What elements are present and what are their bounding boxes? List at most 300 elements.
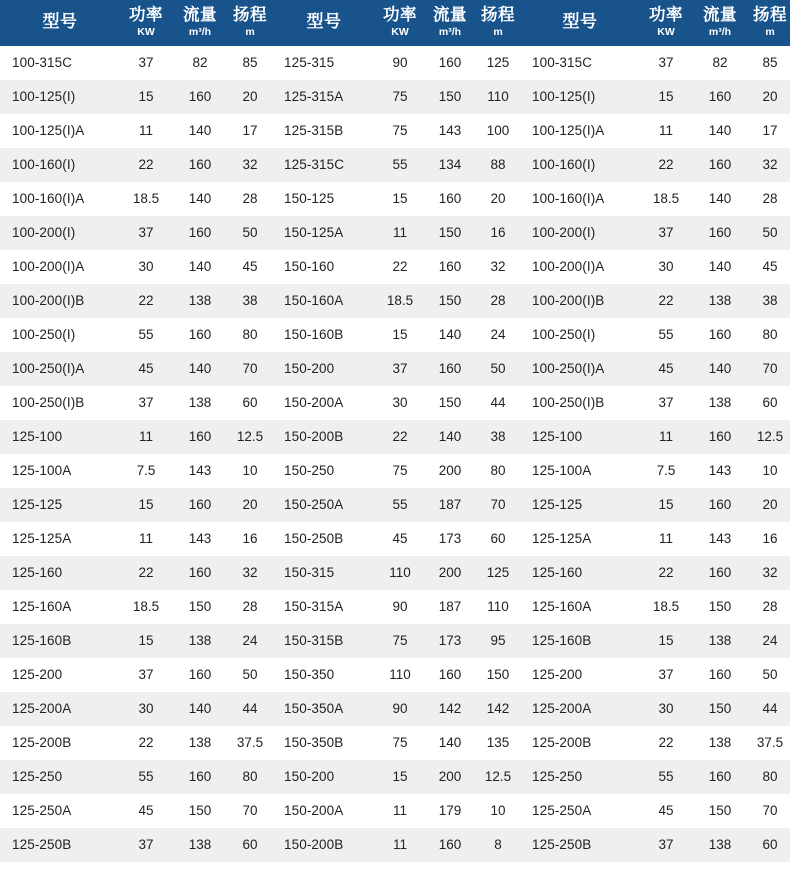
table-row (520, 692, 790, 726)
cell-power: 11 (376, 794, 424, 828)
table-row (272, 386, 520, 420)
cell-flow: 200 (424, 454, 476, 488)
cell-model: 150-125 (272, 182, 376, 216)
cell-head: 10 (228, 454, 272, 488)
cell-flow: 140 (692, 182, 748, 216)
cell-model: 150-315 (272, 556, 376, 590)
table-row (0, 692, 272, 726)
cell-model: 125-250 (0, 760, 120, 794)
table-row (0, 658, 272, 692)
cell-flow: 150 (424, 386, 476, 420)
table-row (272, 352, 520, 386)
table-header (272, 0, 520, 46)
cell-flow: 140 (172, 114, 228, 148)
table-row (520, 80, 790, 114)
cell-model: 100-250(I) (0, 318, 120, 352)
column-header-power (376, 0, 424, 46)
cell-power: 18.5 (640, 182, 692, 216)
cell-model: 150-250B (272, 522, 376, 556)
cell-power: 45 (120, 794, 172, 828)
cell-model: 125-200A (0, 692, 120, 726)
cell-power: 45 (640, 794, 692, 828)
cell-model: 150-160 (272, 250, 376, 284)
cell-power: 37 (640, 46, 692, 80)
table-header (520, 0, 790, 46)
cell-flow: 140 (692, 114, 748, 148)
cell-power: 18.5 (120, 182, 172, 216)
cell-model: 100-160(I) (0, 148, 120, 182)
cell-power: 30 (120, 250, 172, 284)
table-row (0, 182, 272, 216)
cell-model: 125-200B (520, 726, 640, 760)
cell-flow: 160 (172, 420, 228, 454)
table-row (272, 284, 520, 318)
table-row (520, 726, 790, 760)
cell-model: 150-350A (272, 692, 376, 726)
cell-head: 28 (228, 590, 272, 624)
cell-model: 125-250B (520, 828, 640, 862)
spec-table-3 (520, 0, 790, 862)
cell-flow: 82 (692, 46, 748, 80)
cell-flow: 160 (172, 80, 228, 114)
cell-head: 12.5 (228, 420, 272, 454)
cell-power: 75 (376, 454, 424, 488)
cell-model: 100-250(I) (520, 318, 640, 352)
cell-head: 28 (228, 182, 272, 216)
column-header-model (520, 0, 640, 46)
cell-head: 10 (476, 794, 520, 828)
cell-power: 11 (640, 522, 692, 556)
header-unit-head: m (765, 26, 775, 39)
cell-power: 37 (640, 386, 692, 420)
cell-model: 125-250 (520, 760, 640, 794)
cell-model: 125-200B (0, 726, 120, 760)
cell-model: 100-160(I)A (0, 182, 120, 216)
cell-head: 60 (748, 828, 790, 862)
cell-flow: 138 (692, 828, 748, 862)
cell-model: 150-350B (272, 726, 376, 760)
cell-head: 32 (748, 148, 790, 182)
table-row (0, 488, 272, 522)
cell-flow: 143 (424, 114, 476, 148)
cell-flow: 160 (424, 182, 476, 216)
table-row (272, 488, 520, 522)
table-row (272, 590, 520, 624)
cell-power: 11 (640, 114, 692, 148)
cell-head: 80 (748, 318, 790, 352)
cell-head: 88 (476, 148, 520, 182)
cell-power: 22 (640, 148, 692, 182)
table-header (0, 0, 272, 46)
table-row (0, 522, 272, 556)
cell-power: 11 (376, 216, 424, 250)
table-row (520, 624, 790, 658)
table-row (520, 556, 790, 590)
cell-power: 22 (120, 556, 172, 590)
cell-model: 100-250(I)A (520, 352, 640, 386)
cell-power: 55 (120, 318, 172, 352)
table-row (272, 522, 520, 556)
cell-head: 8 (476, 828, 520, 862)
cell-model: 125-250B (0, 828, 120, 862)
header-label-head: 扬程 (481, 6, 515, 24)
cell-head: 38 (228, 284, 272, 318)
table-row (272, 692, 520, 726)
cell-power: 37 (120, 216, 172, 250)
cell-flow: 160 (692, 488, 748, 522)
cell-model: 100-125(I) (0, 80, 120, 114)
cell-power: 37 (640, 216, 692, 250)
header-unit-power: KW (391, 26, 409, 39)
cell-flow: 160 (424, 46, 476, 80)
table-row (520, 216, 790, 250)
table-row (272, 80, 520, 114)
header-label-power: 功率 (649, 6, 683, 24)
table-row (272, 148, 520, 182)
table-body-2 (272, 46, 520, 862)
cell-flow: 134 (424, 148, 476, 182)
table-row (520, 658, 790, 692)
cell-flow: 150 (692, 692, 748, 726)
cell-head: 110 (476, 80, 520, 114)
cell-head: 20 (748, 80, 790, 114)
cell-head: 142 (476, 692, 520, 726)
table-row (520, 590, 790, 624)
table-row (272, 794, 520, 828)
cell-flow: 138 (692, 284, 748, 318)
cell-head: 60 (476, 522, 520, 556)
cell-model: 125-250A (0, 794, 120, 828)
table-row (0, 250, 272, 284)
table-row (0, 454, 272, 488)
column-header-flow (172, 0, 228, 46)
cell-flow: 140 (172, 352, 228, 386)
header-row (272, 0, 520, 46)
cell-flow: 140 (692, 352, 748, 386)
cell-model: 125-250A (520, 794, 640, 828)
cell-model: 150-200A (272, 386, 376, 420)
cell-model: 100-315C (0, 46, 120, 80)
cell-head: 50 (228, 658, 272, 692)
table-row (0, 318, 272, 352)
cell-flow: 160 (692, 760, 748, 794)
cell-flow: 160 (172, 658, 228, 692)
cell-flow: 138 (172, 386, 228, 420)
cell-head: 100 (476, 114, 520, 148)
table-row (272, 454, 520, 488)
cell-model: 150-315B (272, 624, 376, 658)
column-header-head (748, 0, 790, 46)
table-row (0, 46, 272, 80)
header-label-flow: 流量 (703, 6, 737, 24)
cell-power: 55 (640, 318, 692, 352)
table-row (520, 318, 790, 352)
cell-head: 150 (476, 658, 520, 692)
cell-head: 95 (476, 624, 520, 658)
cell-head: 50 (748, 216, 790, 250)
cell-model: 100-200(I)B (0, 284, 120, 318)
cell-head: 110 (476, 590, 520, 624)
cell-power: 30 (640, 250, 692, 284)
cell-head: 125 (476, 556, 520, 590)
cell-flow: 140 (424, 726, 476, 760)
cell-flow: 187 (424, 488, 476, 522)
cell-model: 125-160B (520, 624, 640, 658)
cell-power: 45 (376, 522, 424, 556)
cell-model: 125-125 (0, 488, 120, 522)
header-unit-head: m (493, 26, 503, 39)
cell-flow: 138 (692, 386, 748, 420)
cell-model: 125-160B (0, 624, 120, 658)
cell-power: 22 (120, 148, 172, 182)
cell-power: 11 (376, 828, 424, 862)
cell-flow: 160 (692, 216, 748, 250)
table-row (0, 828, 272, 862)
table-row (520, 284, 790, 318)
cell-flow: 140 (172, 250, 228, 284)
cell-power: 15 (376, 182, 424, 216)
cell-power: 15 (376, 760, 424, 794)
cell-flow: 173 (424, 624, 476, 658)
cell-model: 100-200(I)B (520, 284, 640, 318)
cell-model: 150-200 (272, 352, 376, 386)
cell-head: 50 (748, 658, 790, 692)
cell-power: 11 (120, 114, 172, 148)
cell-head: 24 (476, 318, 520, 352)
cell-flow: 160 (172, 216, 228, 250)
column-header-power (120, 0, 172, 46)
cell-power: 15 (120, 488, 172, 522)
header-unit-head: m (245, 26, 255, 39)
cell-power: 75 (376, 726, 424, 760)
cell-flow: 150 (424, 284, 476, 318)
cell-head: 16 (228, 522, 272, 556)
cell-power: 90 (376, 692, 424, 726)
table-body-1 (0, 46, 272, 862)
column-header-model (0, 0, 120, 46)
cell-head: 80 (476, 454, 520, 488)
table-row (520, 250, 790, 284)
spec-table-1 (0, 0, 272, 862)
cell-model: 125-315B (272, 114, 376, 148)
cell-power: 22 (376, 250, 424, 284)
table-row (272, 114, 520, 148)
table-row (520, 182, 790, 216)
cell-flow: 140 (172, 182, 228, 216)
table-row (520, 522, 790, 556)
cell-model: 150-200B (272, 420, 376, 454)
cell-head: 24 (748, 624, 790, 658)
cell-head: 28 (748, 182, 790, 216)
table-row (0, 556, 272, 590)
table-row (272, 624, 520, 658)
cell-flow: 138 (172, 828, 228, 862)
header-unit-flow: m³/h (188, 26, 212, 39)
cell-power: 11 (120, 522, 172, 556)
table-row (0, 726, 272, 760)
cell-power: 30 (120, 692, 172, 726)
cell-head: 17 (748, 114, 790, 148)
cell-model: 125-160A (520, 590, 640, 624)
cell-model: 150-315A (272, 590, 376, 624)
header-unit-power: KW (137, 26, 155, 39)
cell-flow: 138 (692, 624, 748, 658)
cell-head: 70 (748, 352, 790, 386)
cell-head: 32 (228, 556, 272, 590)
cell-model: 100-200(I) (520, 216, 640, 250)
cell-model: 125-100A (520, 454, 640, 488)
table-row (0, 386, 272, 420)
cell-model: 150-200 (272, 760, 376, 794)
cell-flow: 143 (172, 522, 228, 556)
cell-head: 60 (748, 386, 790, 420)
cell-head: 70 (228, 794, 272, 828)
cell-power: 18.5 (640, 590, 692, 624)
cell-head: 80 (748, 760, 790, 794)
cell-flow: 160 (692, 658, 748, 692)
spec-table-2 (272, 0, 520, 862)
cell-power: 7.5 (120, 454, 172, 488)
cell-model: 150-200A (272, 794, 376, 828)
cell-flow: 140 (172, 692, 228, 726)
cell-head: 28 (748, 590, 790, 624)
table-row (272, 250, 520, 284)
column-header-head (476, 0, 520, 46)
cell-power: 15 (120, 624, 172, 658)
cell-model: 125-200 (0, 658, 120, 692)
cell-flow: 187 (424, 590, 476, 624)
cell-head: 135 (476, 726, 520, 760)
cell-model: 150-125A (272, 216, 376, 250)
cell-flow: 160 (692, 420, 748, 454)
cell-head: 70 (748, 794, 790, 828)
cell-head: 28 (476, 284, 520, 318)
cell-flow: 150 (172, 590, 228, 624)
table-row (520, 828, 790, 862)
table-row (0, 284, 272, 318)
column-header-power (640, 0, 692, 46)
cell-model: 150-350 (272, 658, 376, 692)
table-row (272, 216, 520, 250)
cell-head: 44 (476, 386, 520, 420)
cell-power: 22 (640, 556, 692, 590)
cell-model: 100-250(I)B (0, 386, 120, 420)
cell-head: 85 (228, 46, 272, 80)
cell-flow: 138 (172, 284, 228, 318)
cell-head: 20 (228, 488, 272, 522)
cell-head: 12.5 (476, 760, 520, 794)
cell-flow: 150 (424, 80, 476, 114)
column-header-model (272, 0, 376, 46)
cell-power: 37 (120, 46, 172, 80)
table-row (0, 794, 272, 828)
cell-head: 38 (476, 420, 520, 454)
cell-head: 10 (748, 454, 790, 488)
cell-power: 75 (376, 80, 424, 114)
table-row (272, 420, 520, 454)
cell-power: 11 (120, 420, 172, 454)
cell-flow: 150 (692, 794, 748, 828)
cell-model: 125-125A (0, 522, 120, 556)
cell-flow: 179 (424, 794, 476, 828)
header-unit-flow: m³/h (438, 26, 462, 39)
cell-model: 125-160 (520, 556, 640, 590)
header-label-head: 扬程 (753, 6, 787, 24)
cell-head: 20 (476, 182, 520, 216)
cell-power: 37 (640, 658, 692, 692)
cell-flow: 150 (692, 590, 748, 624)
cell-power: 55 (376, 488, 424, 522)
cell-power: 45 (120, 352, 172, 386)
cell-power: 11 (640, 420, 692, 454)
table-row (0, 80, 272, 114)
cell-power: 55 (640, 760, 692, 794)
cell-power: 37 (376, 352, 424, 386)
table-row (272, 658, 520, 692)
cell-flow: 138 (692, 726, 748, 760)
cell-flow: 160 (692, 148, 748, 182)
cell-flow: 160 (172, 318, 228, 352)
table-row (520, 794, 790, 828)
cell-model: 150-160A (272, 284, 376, 318)
cell-power: 37 (120, 828, 172, 862)
cell-power: 37 (120, 658, 172, 692)
header-label-power: 功率 (383, 6, 417, 24)
table-row (520, 760, 790, 794)
cell-model: 100-200(I)A (520, 250, 640, 284)
cell-flow: 140 (424, 318, 476, 352)
cell-flow: 150 (172, 794, 228, 828)
cell-head: 24 (228, 624, 272, 658)
cell-head: 70 (228, 352, 272, 386)
cell-head: 50 (228, 216, 272, 250)
cell-head: 32 (476, 250, 520, 284)
header-unit-power: KW (657, 26, 675, 39)
cell-model: 125-200 (520, 658, 640, 692)
cell-model: 125-100 (0, 420, 120, 454)
header-row (520, 0, 790, 46)
cell-flow: 160 (172, 760, 228, 794)
cell-head: 20 (748, 488, 790, 522)
table-row (520, 488, 790, 522)
cell-model: 125-100 (520, 420, 640, 454)
cell-model: 100-250(I)B (520, 386, 640, 420)
cell-head: 12.5 (748, 420, 790, 454)
cell-head: 37.5 (228, 726, 272, 760)
cell-flow: 150 (424, 216, 476, 250)
cell-power: 55 (120, 760, 172, 794)
cell-power: 15 (640, 624, 692, 658)
cell-flow: 160 (692, 556, 748, 590)
cell-model: 125-315 (272, 46, 376, 80)
table-row (272, 726, 520, 760)
cell-model: 100-160(I) (520, 148, 640, 182)
cell-model: 125-315A (272, 80, 376, 114)
table-row (0, 114, 272, 148)
header-label-model: 型号 (306, 12, 342, 32)
header-label-model: 型号 (562, 12, 598, 32)
cell-head: 125 (476, 46, 520, 80)
cell-power: 22 (640, 284, 692, 318)
table-row (520, 114, 790, 148)
table-row (272, 556, 520, 590)
cell-model: 100-315C (520, 46, 640, 80)
cell-flow: 200 (424, 556, 476, 590)
cell-head: 60 (228, 828, 272, 862)
cell-model: 125-200A (520, 692, 640, 726)
cell-head: 70 (476, 488, 520, 522)
table-row (0, 624, 272, 658)
